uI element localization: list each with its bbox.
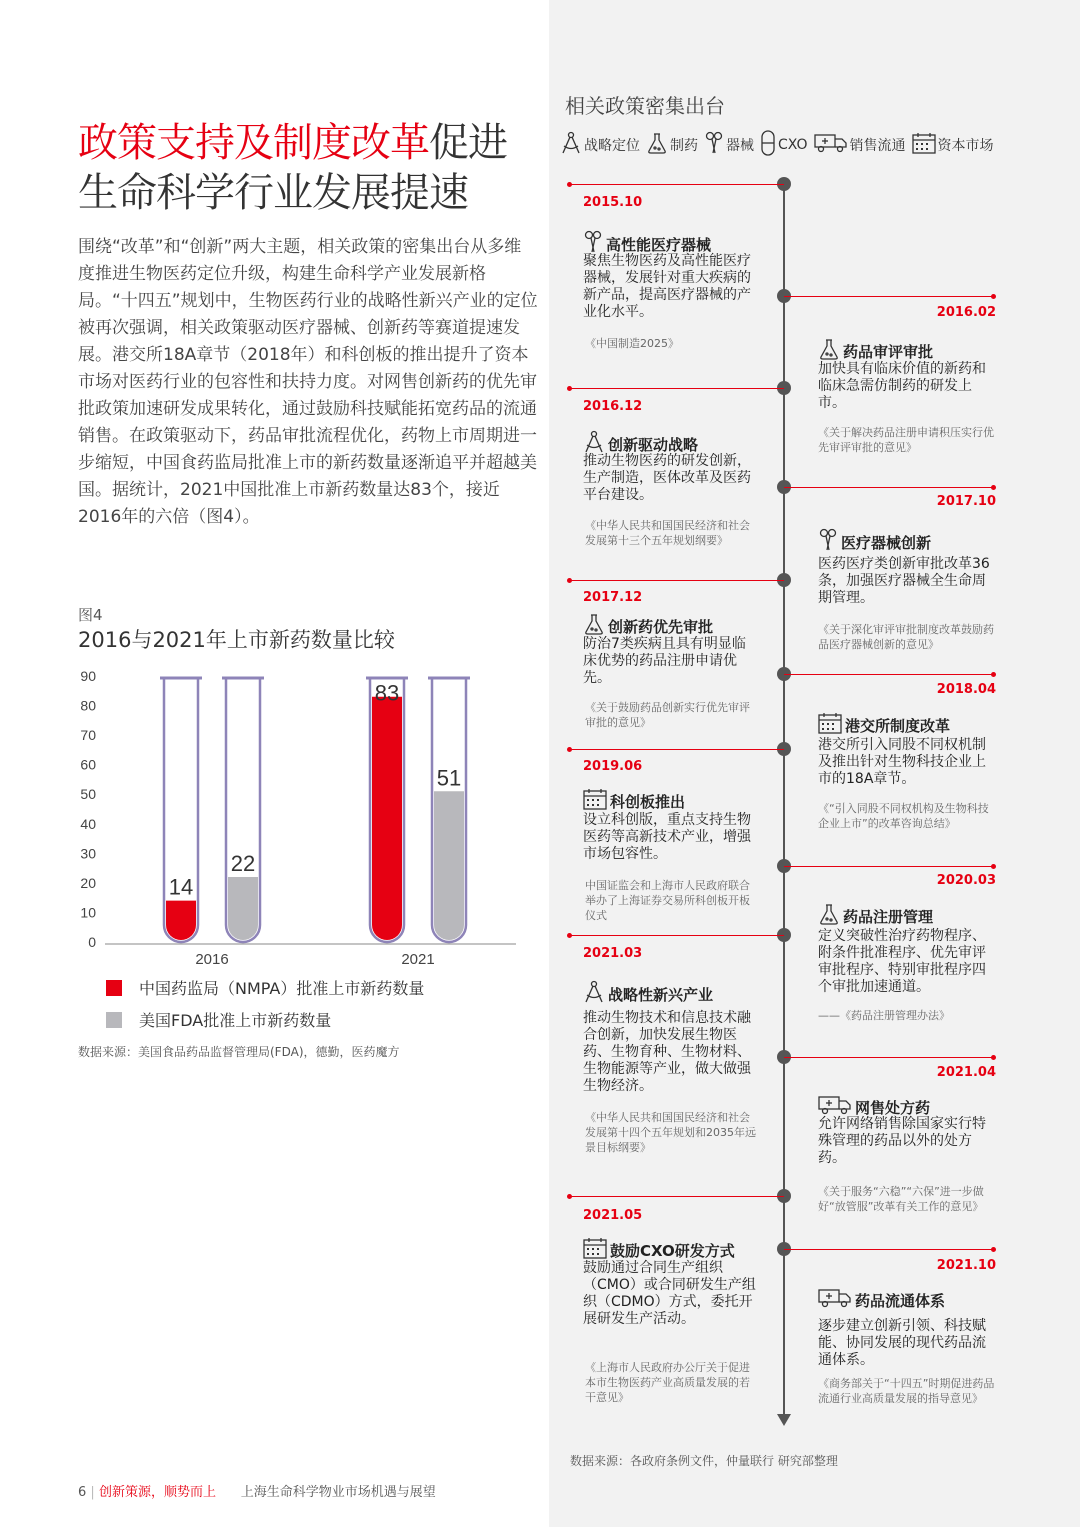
category-capital: 资本市场	[912, 132, 994, 158]
event-date: 2017.12	[583, 590, 643, 605]
legend-fda	[106, 1008, 331, 1031]
event-title: 药品注册管理	[818, 903, 933, 929]
event-body: 设立科创版，重点支持生物医药等高新技术产业，增强市场包容性。	[583, 812, 751, 862]
event-date: 2017.10	[936, 494, 996, 509]
truck-icon	[818, 1288, 855, 1312]
y-axis	[80, 668, 96, 950]
event-date: 2021.05	[583, 1208, 643, 1223]
event-date: 2021.04	[936, 1065, 996, 1080]
event-source: 《上海市人民政府办公厅关于促进本市生物医药产业高质量发展的若干意见》	[585, 1361, 750, 1404]
y-tick-label: 80	[80, 697, 96, 714]
timeline-connector	[784, 1249, 993, 1250]
timeline-source: 数据来源：各政府条例文件，仲量联行 研究部整理	[570, 1454, 838, 1468]
capsule-icon	[760, 130, 778, 160]
data-label: 51	[436, 765, 462, 791]
event-title: 药品流通体系	[818, 1288, 945, 1312]
timeline-connector	[570, 580, 784, 581]
page-number: 6	[78, 1485, 87, 1500]
figure-title: 2016与2021年上市新药数量比较	[78, 628, 395, 652]
timeline-connector	[570, 184, 784, 185]
y-tick-label: 40	[80, 815, 96, 832]
category-distribution: 销售流通	[814, 133, 906, 157]
calendar-icon	[583, 788, 610, 814]
compass-icon	[560, 131, 584, 159]
title-rest: 促进生命科学行业发展提速	[78, 120, 507, 216]
y-tick-label: 90	[80, 668, 96, 684]
event-body: 防治7类疾病且具有明显临床优势的药品注册申请优先。	[583, 636, 746, 686]
event-date: 2020.03	[936, 873, 996, 888]
event-body: 聚焦生物医药及高性能医疗器械，发展针对重大疾病的新产品，提高医疗器械的产业化水平。	[583, 253, 751, 320]
timeline-connector	[784, 296, 993, 297]
event-source: 《“引入同股不同权机构及生物科技企业上市”的改革咨询总结》	[818, 802, 989, 830]
event-body: 允许网络销售除国家实行特殊管理的药品以外的处方药。	[818, 1116, 986, 1166]
bar-2021-fda	[434, 791, 464, 940]
legend-label-nmpa: 中国药监局（NMPA）批准上市新药数量	[139, 979, 425, 998]
legend-nmpa	[106, 976, 424, 999]
event-source: 《关于解决药品注册申请积压实行优先审评审批的意见》	[818, 426, 994, 454]
scissors-icon	[704, 131, 726, 159]
event-source: 《商务部关于“十四五”时期促进药品流通行业高质量发展的指导意见》	[818, 1377, 995, 1405]
event-body: 加快具有临床价值的新药和临床急需仿制药的研发上市。	[818, 361, 986, 411]
event-source: 《关于深化审评审批制度改革鼓励药品医疗器械创新的意见》	[818, 623, 994, 651]
timeline-connector	[784, 866, 993, 867]
event-body: 逐步建立创新引领、科技赋能、协同发展的现代药品流通体系。	[818, 1318, 986, 1368]
page-title	[78, 118, 528, 218]
legend-label-fda: 美国FDA批准上市新药数量	[139, 1011, 332, 1030]
event-title: 网售处方药	[818, 1095, 930, 1119]
category-devices: 器械	[704, 131, 754, 159]
event-title: 科创板推出	[583, 788, 685, 814]
timeline-connector	[570, 1196, 784, 1197]
test-tube-bars	[160, 678, 470, 942]
event-body: 定义突破性治疗药物程序、附条件批准程序、优先审评审批程序、特别审批程序四个审批加速通道。	[818, 928, 986, 995]
legend-swatch-nmpa	[106, 980, 122, 996]
data-label: 83	[374, 680, 400, 706]
timeline-heading: 相关政策密集出台	[565, 94, 725, 118]
category-legend	[560, 130, 1000, 160]
event-body: 港交所引入同股不同权机制及推出针对生物科技企业上市的18A章节。	[818, 737, 986, 787]
y-tick-label: 30	[80, 845, 96, 862]
event-date: 2016.02	[936, 305, 996, 320]
data-label: 22	[230, 850, 256, 876]
intro-paragraph: 围绕“改革”和“创新”两大主题，相关政策的密集出台从多维度推进生物医药定位升级，构建生命科学产业发展新格局。“十四五”规划中，生物医药行业的战略性新兴产业的定位被再次强调，相关政策驱动医疗器械、创新药等赛道提速发展。港交所18A章节（2018年）和科创板的推出提升了资本市场对医药行业的包容性和扶持力度。对网售创新药的优先审批政策加速研发成果转化，通过鼓励科技赋能拓宽药品的流通销售。在政策驱动下，药品审批流程优化，药物上市周期进一步缩短，中国食药监局批准上市的新药数量逐渐追平并超越美国。据统计，2021中国批准上市新药数量达83个，接近2016年的六倍（图4）。	[78, 237, 538, 527]
y-tick-label: 50	[80, 786, 96, 803]
event-source: 《中国制造2025》	[585, 337, 679, 350]
event-title: 创新驱动战略	[583, 430, 698, 458]
scissors-icon	[818, 528, 841, 556]
event-body: 医药医疗类创新审批改革36条，加强医疗器械全生命周期管理。	[818, 556, 990, 606]
event-date: 2019.06	[583, 759, 643, 774]
bar-2021-nmpa	[372, 697, 402, 940]
title-highlight: 政策支持及制度改革	[78, 120, 429, 166]
event-body: 鼓励通过合同生产组织（CMO）或合同研发生产组织（CDMO）方式，委托开展研发生产活动。	[583, 1260, 756, 1327]
event-title: 创新药优先审批	[583, 613, 713, 639]
event-body: 推动生物技术和信息技术融合创新，加快发展生物医药、生物育种、生物材料、生物能源等产业，做大做强生物经济。	[583, 1010, 751, 1094]
event-source: 《中华人民共和国国民经济和社会发展第十四个五年规划和2035年远景目标纲要》	[585, 1111, 756, 1154]
bar-2016-fda	[228, 877, 258, 940]
x-tick-label: 2021	[401, 951, 435, 968]
timeline-connector	[784, 674, 993, 675]
event-title: 战略性新兴产业	[583, 980, 713, 1008]
event-title: 高性能医疗器械	[583, 230, 711, 258]
event-title: 鼓励CXO研发方式	[583, 1237, 735, 1263]
y-tick-label: 60	[80, 756, 96, 773]
bar-2016-nmpa	[166, 901, 196, 940]
y-tick-label: 10	[80, 904, 96, 921]
drug-approvals-chart	[60, 660, 530, 970]
timeline-connector	[784, 1057, 993, 1058]
timeline-connector	[570, 935, 784, 936]
calendar-icon	[818, 712, 845, 738]
x-tick-label: 2016	[195, 951, 229, 968]
event-date: 2021.10	[936, 1258, 996, 1273]
calendar-icon	[912, 132, 938, 158]
event-date: 2015.10	[583, 195, 643, 210]
category-cxo: CXO	[760, 130, 808, 160]
event-date: 2018.04	[936, 682, 996, 697]
x-axis	[195, 951, 434, 968]
event-title: 药品审评审批	[818, 338, 933, 364]
category-strategy: 战略定位	[560, 131, 640, 159]
report-title: 上海生命科学物业市场机遇与展望	[240, 1485, 436, 1500]
event-source: 《中华人民共和国国民经济和社会发展第十三个五年规划纲要》	[585, 519, 750, 547]
event-date: 2021.03	[583, 946, 643, 961]
flask-icon	[818, 903, 843, 929]
flask-icon	[646, 132, 670, 158]
chart-source: 数据来源：美国食品药品监督管理局(FDA)，德勤，医药魔方	[78, 1045, 400, 1059]
event-title: 港交所制度改革	[818, 712, 950, 738]
event-body: 推动生物医药的研发创新，生产制造，医体改革及医药平台建设。	[583, 453, 751, 503]
timeline-connector	[570, 749, 784, 750]
y-tick-label: 20	[80, 874, 96, 891]
event-date: 2016.12	[583, 399, 643, 414]
event-source: 中国证监会和上海市人民政府联合举办了上海证券交易所科创板开板仪式	[585, 879, 750, 922]
legend-swatch-fda	[106, 1012, 122, 1028]
compass-icon	[583, 980, 608, 1008]
y-tick-label: 0	[88, 934, 96, 950]
timeline-axis	[783, 180, 785, 1418]
series-title: 创新策源，顺势而上	[98, 1485, 216, 1500]
truck-icon	[814, 133, 850, 157]
event-source: 《关于鼓励药品创新实行优先审评审批的意见》	[585, 701, 750, 729]
event-source: 《关于服务“六稳”“六保”进一步做好“放管服”改革有关工作的意见》	[818, 1185, 984, 1213]
event-title: 医疗器械创新	[818, 528, 931, 556]
category-pharma: 制药	[646, 132, 698, 158]
timeline-connector	[784, 487, 993, 488]
timeline-arrow	[777, 1414, 791, 1426]
figure-label: 图4	[78, 606, 103, 624]
event-source: ——《药品注册管理办法》	[818, 1009, 950, 1022]
timeline-connector	[570, 388, 784, 389]
page-footer: 6 | 创新策源，顺势而上 上海生命科学物业市场机遇与展望	[78, 1485, 436, 1500]
y-tick-label: 70	[80, 727, 96, 744]
data-label: 14	[168, 874, 194, 900]
